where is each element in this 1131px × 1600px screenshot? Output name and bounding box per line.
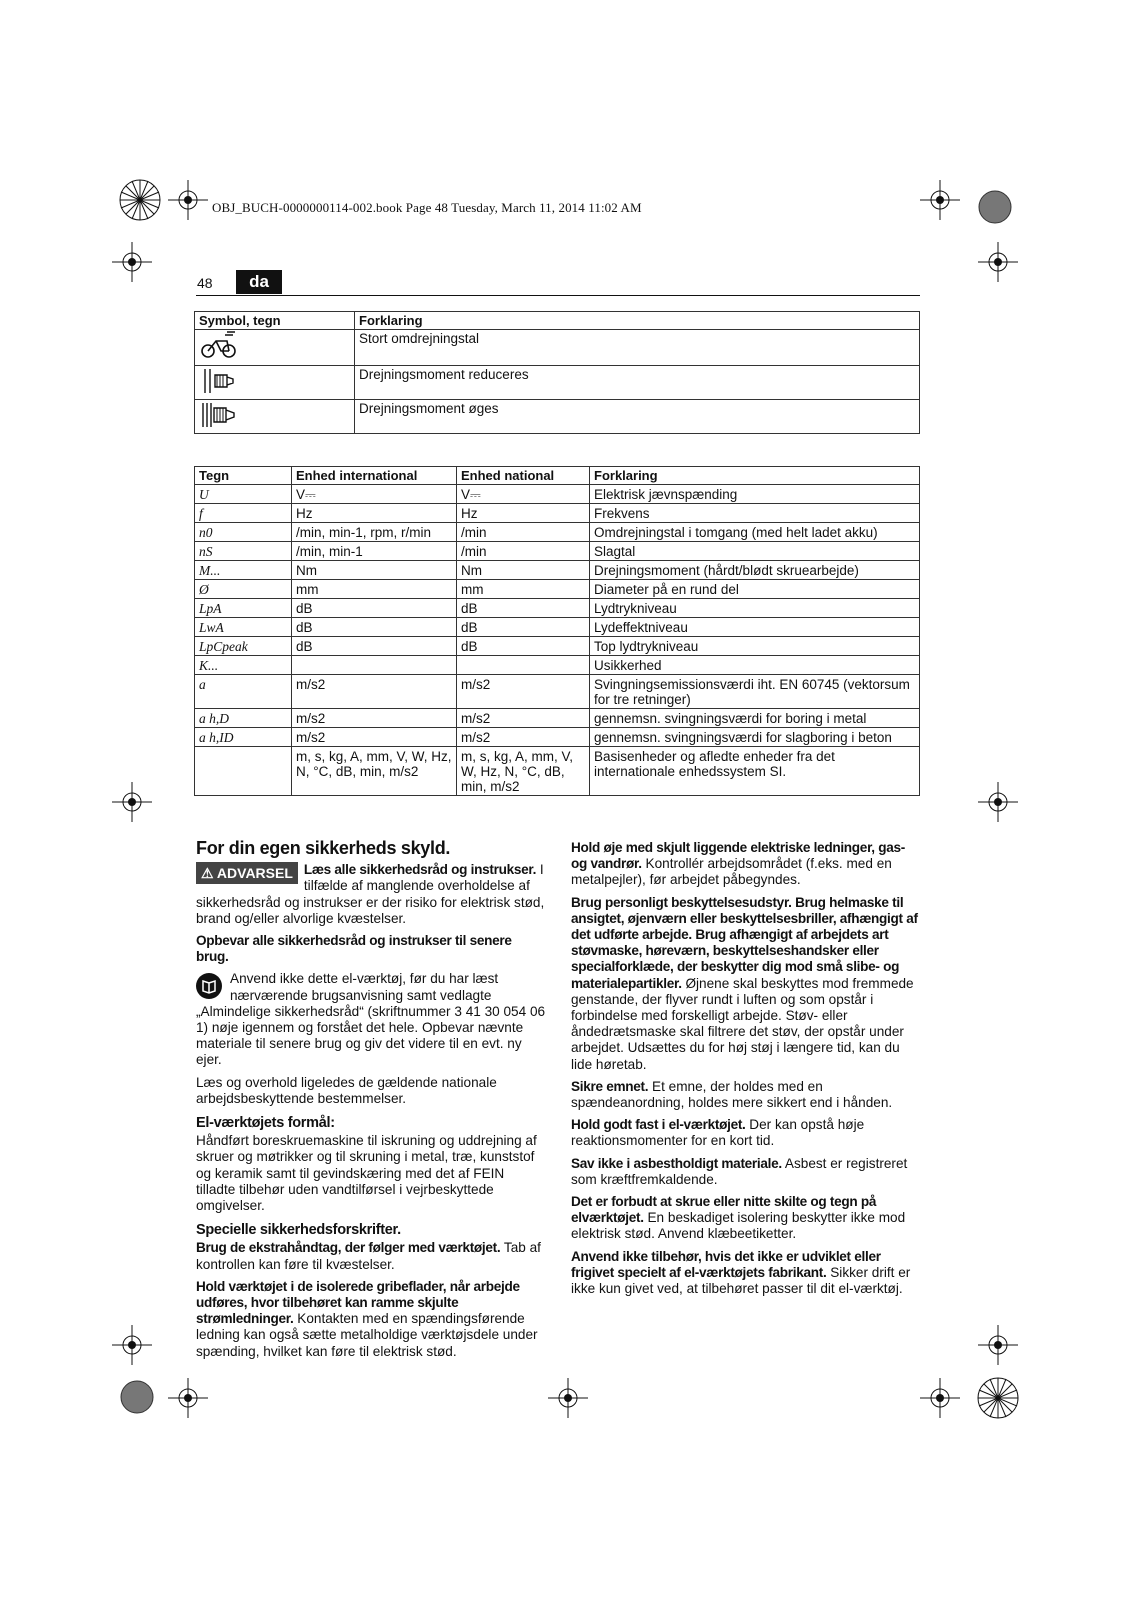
- table-row: [195, 599, 920, 618]
- color-mark-top-right: [978, 190, 1012, 224]
- read-manual-icon: [196, 973, 222, 999]
- crosshair-mark-right-lower: [978, 1325, 1018, 1365]
- table-row: [195, 485, 920, 504]
- list-item: Drejningsmoment øges: [355, 400, 920, 434]
- unit-national: dB: [457, 599, 590, 618]
- unit-national: m/s2: [457, 709, 590, 728]
- table-row: [195, 561, 920, 580]
- unit-explanation: Top lydtrykniveau: [590, 637, 920, 656]
- table-row: [195, 618, 920, 637]
- units-table-header-explanation: Forklaring: [590, 467, 920, 485]
- paragraph: Sikre emnet. Et emne, der holdes med en spændeanordning, holdes mere sikkert end i hånden.: [571, 1078, 893, 1111]
- table-row: [195, 709, 920, 728]
- unit-symbol: U: [195, 485, 292, 504]
- unit-national: /min: [457, 523, 590, 542]
- language-tag: da: [236, 270, 282, 294]
- book-header: OBJ_BUCH-0000000114-002.book Page 48 Tuesday, March 11, 2014 11:02 AM: [212, 200, 642, 215]
- unit-symbol: n0: [195, 523, 292, 542]
- list-item: Stort omdrejningstal: [355, 330, 920, 366]
- unit-symbol: f: [195, 504, 292, 523]
- crosshair-mark-top-right: [920, 180, 960, 220]
- unit-symbol: a h,D: [195, 709, 292, 728]
- unit-symbol: LpCpeak: [195, 637, 292, 656]
- table-row: [195, 330, 920, 366]
- registration-mark-bottom-right: [976, 1376, 1020, 1420]
- crosshair-mark-left-upper: [112, 242, 152, 282]
- unit-explanation: Frekvens: [590, 504, 920, 523]
- torque-increase-icon: [199, 401, 239, 429]
- unit-explanation: Elektrisk jævnspænding: [590, 485, 920, 504]
- paragraph: Hold værktøjet i de isolerede gribeflader, når arbejde udføres, hvor tilbehøret kan ramme skjulte strømledninger. Kontakten med en spændingsførende ledning kan også sætte metalholdige værktøjsdele under spænding, hvilket kan føre til elektrisk stød.: [196, 1278, 538, 1359]
- crosshair-mark-bottom-left: [168, 1378, 208, 1418]
- table-row: [195, 637, 920, 656]
- units-table-header-international: Enhed international: [292, 467, 457, 485]
- table-row: [195, 728, 920, 747]
- units-table-header-national: Enhed national: [457, 467, 590, 485]
- unit-explanation: Diameter på en rund del: [590, 580, 920, 599]
- paragraph: Hold godt fast i el-værktøjet. Der kan opstå høje reaktionsmomenter for en kort tid.: [571, 1117, 865, 1149]
- unit-international: dB: [292, 637, 457, 656]
- unit-international: mm: [292, 580, 457, 599]
- left-column: [196, 840, 546, 1366]
- unit-symbol: K...: [195, 656, 292, 675]
- table-row: [195, 504, 920, 523]
- warning-badge: ⚠ ADVARSEL: [196, 862, 298, 884]
- unit-international: /min, min-1: [292, 542, 457, 561]
- unit-international: V⎓: [292, 485, 457, 504]
- purpose-paragraph: Håndført boreskruemaskine til iskruning og uddrejning af skruer og møtrikker og til skruning i metal, træ, kunststof og keramik samt til gevindskæring med det af FEIN tilladte tilbehør uden vandtilførsel i vejrbeskyttede omgivelser.: [196, 1133, 537, 1214]
- unit-national: V⎓: [457, 485, 590, 504]
- unit-explanation: Drejningsmoment (hårdt/blødt skruearbejde): [590, 561, 920, 580]
- crosshair-mark-bottom-right: [920, 1378, 960, 1418]
- registration-mark-top-left: [118, 178, 162, 222]
- special-heading: Specielle sikkerhedsforskrifter.: [196, 1222, 401, 1239]
- symbol-table-header-symbol: Symbol, tegn: [195, 312, 355, 330]
- unit-national: Hz: [457, 504, 590, 523]
- unit-national: dB: [457, 637, 590, 656]
- unit-national: m, s, kg, A, mm, V, W, Hz, N, °C, dB, min, m/s2: [457, 747, 590, 796]
- unit-explanation: Lydtrykniveau: [590, 599, 920, 618]
- paragraph: Hold øje med skjult liggende elektriske ledninger, gas- og vandrør. Kontrollér arbejdsområdet (f.eks. med en metalpejler), før arbejdet påbegyndes.: [571, 840, 906, 888]
- torque-reduce-icon: [199, 367, 239, 395]
- unit-national: m/s2: [457, 675, 590, 709]
- unit-international: dB: [292, 599, 457, 618]
- unit-symbol: a h,ID: [195, 728, 292, 747]
- color-mark-bottom-left: [120, 1380, 154, 1414]
- unit-symbol: LpA: [195, 599, 292, 618]
- unit-international: m/s2: [292, 728, 457, 747]
- unit-international: /min, min-1, rpm, r/min: [292, 523, 457, 542]
- crosshair-mark-left-lower: [112, 1325, 152, 1365]
- unit-explanation: Lydeffektniveau: [590, 618, 920, 637]
- purpose-heading: El-værktøjets formål:: [196, 1115, 335, 1132]
- table-row: [195, 675, 920, 709]
- header-rule: [196, 295, 920, 296]
- unit-international: dB: [292, 618, 457, 637]
- table-row: [195, 542, 920, 561]
- symbol-table-header-explanation: Forklaring: [355, 312, 920, 330]
- paragraph: Brug personligt beskyttelsesudstyr. Brug helmaske til ansigtet, øjenværn eller beskyttelsesbriller, afhængigt af det udførte arbejde. Brug afhængigt af arbejdets art støvmaske, høreværn, beskyttelseshandsker eller specialforklæde, der beskytter dig mod små slibe- og materialepartikler. Øjnene skal beskyttes mod fremmede genstande, der flyver rundt i luften og som opstår i forbindelse med forskelligt arbejde. Støv- eller åndedrætsmaske skal filtrere det støv, der opstår under arbejdet. Udsættes du for høj støj i længere tid, kan du lide høretab.: [571, 894, 918, 1072]
- unit-explanation: Basisenheder og afledte enheder fra det internationale enhedssystem SI.: [590, 747, 920, 796]
- unit-explanation: Svingningsemissionsværdi iht. EN 60745 (vektorsum for tre retninger): [590, 675, 920, 709]
- paragraph: Brug de ekstrahåndtag, der følger med værktøjet. Tab af kontrollen kan føre til kvæstelser.: [196, 1240, 541, 1272]
- right-column: [571, 840, 921, 1303]
- table-row: [195, 580, 920, 599]
- warning-paragraph: ⚠ ADVARSEL Læs alle sikkerhedsråd og instrukser. I tilfælde af manglende overholdelse af sikkerhedsråd og instrukser er der risiko for elektrisk stød, brand og/eller alvorlige kvæstelser.: [196, 862, 545, 926]
- crosshair-mark-right-upper: [978, 242, 1018, 282]
- unit-international: m, s, kg, A, mm, V, W, Hz, N, °C, dB, min, m/s2: [292, 747, 457, 796]
- paragraph: Anvend ikke tilbehør, hvis det ikke er udviklet eller frigivet specielt af el-værktøjets fabrikant. Sikker drift er ikke kun givet ved, at tilbehøret passer til dit el-værktøj.: [571, 1248, 911, 1297]
- unit-symbol: M...: [195, 561, 292, 580]
- list-item: Drejningsmoment reduceres: [355, 366, 920, 400]
- unit-national: dB: [457, 618, 590, 637]
- unit-international: Nm: [292, 561, 457, 580]
- units-table: [194, 466, 920, 796]
- table-row: [195, 523, 920, 542]
- units-table-header-sign: Tegn: [195, 467, 292, 485]
- unit-symbol: LwA: [195, 618, 292, 637]
- unit-symbol: nS: [195, 542, 292, 561]
- unit-international: m/s2: [292, 709, 457, 728]
- table-row: [195, 366, 920, 400]
- unit-national: m/s2: [457, 728, 590, 747]
- page-number: 48: [197, 275, 213, 291]
- national-paragraph: Læs og overhold ligeledes de gældende nationale arbejdsbeskyttende bestemmelser.: [196, 1074, 497, 1106]
- unit-symbol: [195, 747, 292, 796]
- table-row: [195, 656, 920, 675]
- table-row: [195, 747, 920, 796]
- table-row: [195, 400, 920, 434]
- unit-international: m/s2: [292, 675, 457, 709]
- unit-national: mm: [457, 580, 590, 599]
- warning-label: ADVARSEL: [216, 865, 293, 882]
- unit-international: Hz: [292, 504, 457, 523]
- crosshair-mark-top-left: [168, 180, 208, 220]
- crosshair-mark-right-middle: [978, 782, 1018, 822]
- unit-explanation: Omdrejningstal i tomgang (med helt ladet akku): [590, 523, 920, 542]
- unit-explanation: Slagtal: [590, 542, 920, 561]
- manual-paragraph: Anvend ikke dette el-værktøj, før du har læst nærværende brugsanvisning samt vedlagte „Almindelige sikkerhedsråd“ (skriftnummer 3 41 30 054 06 1) nøje igennem og forstået det hele. Opbevar nævnte materiale til senere brug og giv det videre til en evt. ny ejer.: [196, 971, 546, 1068]
- symbol-table: [194, 311, 920, 434]
- paragraph: Sav ikke i asbestholdigt materiale. Asbest er registreret som kræftfremkaldende.: [571, 1155, 908, 1187]
- crosshair-mark-left-middle: [112, 782, 152, 822]
- paragraph: Det er forbudt at skrue eller nitte skilte og tegn på elværktøjet. En beskadiget isolering beskytter ikke mod elektrisk stød. Anvend klæbeetiketter.: [571, 1194, 906, 1242]
- unit-national: /min: [457, 542, 590, 561]
- unit-symbol: a: [195, 675, 292, 709]
- unit-explanation: gennemsn. svingningsværdi for slagboring i beton: [590, 728, 920, 747]
- unit-explanation: Usikkerhed: [590, 656, 920, 675]
- unit-national: Nm: [457, 561, 590, 580]
- high-speed-icon: [199, 331, 239, 361]
- unit-symbol: Ø: [195, 580, 292, 599]
- unit-national: [457, 656, 590, 675]
- unit-explanation: gennemsn. svingningsværdi for boring i metal: [590, 709, 920, 728]
- section-heading: For din egen sikkerheds skyld.: [196, 838, 451, 858]
- keep-instructions: Opbevar alle sikkerhedsråd og instrukser til senere brug.: [196, 933, 512, 965]
- unit-international: [292, 656, 457, 675]
- crosshair-mark-bottom-center: [548, 1378, 588, 1418]
